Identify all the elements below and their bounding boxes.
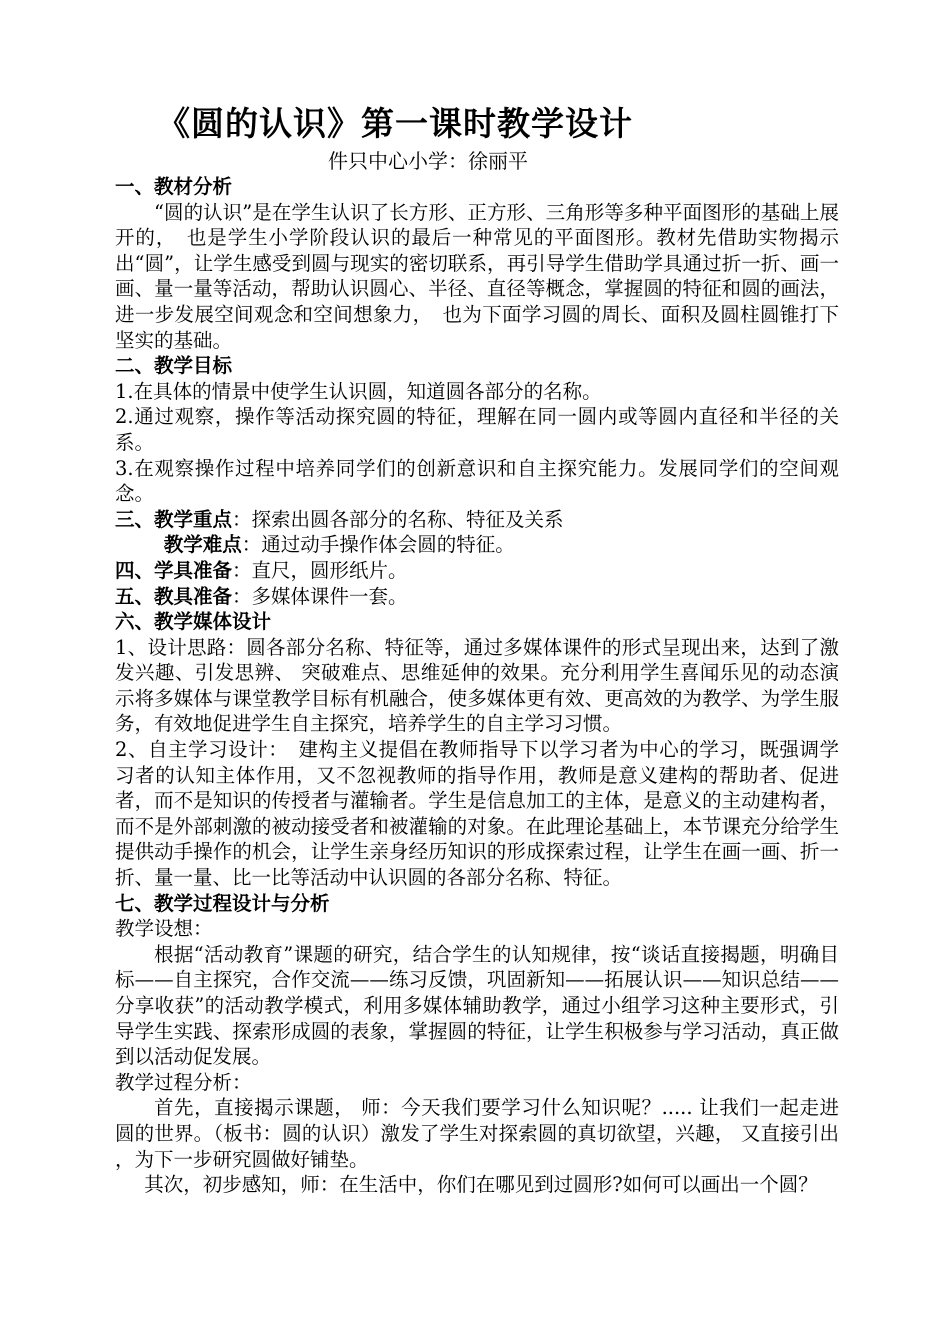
- key-point-text: ：探索出圆各部分的名称、特征及关系: [232, 507, 564, 531]
- student-tools-label: 四、学具准备: [115, 558, 233, 582]
- section-heading-media-design: 六、教学媒体设计: [115, 610, 272, 634]
- student-tools-line: [115, 558, 839, 584]
- document-page: [115, 100, 839, 1198]
- teacher-tools-line: [115, 584, 839, 610]
- document-author: 件只中心小学：徐丽平: [328, 149, 528, 173]
- student-tools-text: ：直尺，圆形纸片。: [232, 558, 408, 582]
- media-design-paragraph-1: 1、设计思路：圆各部分名称、特征等，通过多媒体课件的形式呈现出来，达到了激发兴趣、引发思辨、 突破难点、思维延伸的效果。充分利用学生喜闻乐见的动态演示将多媒体与课堂教学目标有机融合，使多媒体更有效、更高效的为教学、为学生服务，有效地促进学生自主探究，培养学生的自主学习习惯。: [115, 635, 839, 736]
- difficulty-line: [115, 532, 839, 558]
- difficulty-label: 教学难点: [163, 533, 242, 557]
- teaching-idea-label: 教学设想：: [115, 917, 213, 941]
- key-point-line: [115, 507, 839, 533]
- process-analysis-paragraph-1: 首先，直接揭示课题， 师：今天我们要学习什么知识呢？..... 让我们一起走进圆的世界。（板书：圆的认识）激发了学生对探索圆的真切欲望，兴趣， 又直接引出 ，为下一步研究圆做好铺垫。: [115, 1096, 839, 1171]
- teacher-tools-text: ：多媒体课件一套。: [232, 584, 408, 608]
- section-paragraph-textbook-analysis: “圆的认识”是在学生认识了长方形、正方形、三角形等多种平面图形的基础上展开的， 也是学生小学阶段认识的最后一种常见的平面图形。教材先借助实物揭示出“圆”，让学生感受到圆与现实的密切联系，再引导学生借助学具通过折一折、画一画、量一量等活动，帮助认识圆心、半径、直径等概念，掌握圆的特征和圆的画法，进一步发展空间观念和空间想象力， 也为下面学习圆的周长、面积及圆柱圆锥打下坚实的基础。: [115, 200, 839, 352]
- goal-item-2: 2.通过观察，操作等活动探究圆的特征，理解在同一圆内或等圆内直径和半径的关系。: [115, 405, 839, 454]
- teacher-tools-label: 五、教具准备: [115, 584, 233, 608]
- media-design-paragraph-2: 2、自主学习设计： 建构主义提倡在教师指导下以学习者为中心的学习，既强调学习者的认知主体作用，又不忽视教师的指导作用，教师是意义建构的帮助者、促进者，而不是知识的传授者与灌输者。学生是信息加工的主体，是意义的主动建构者，而不是外部刺激的被动接受者和被灌输的对象。在此理论基础上，本节课充分给学生提供动手操作的机会，让学生亲身经历知识的形成探索过程，让学生在画一画、折一折、量一量、比一比等活动中认识圆的各部分名称、特征。: [115, 738, 839, 890]
- process-analysis-label: 教学过程分析：: [115, 1070, 252, 1094]
- section-heading-process-design: 七、教学过程设计与分析: [115, 891, 330, 915]
- goal-item-3: 3.在观察操作过程中培养同学们的创新意识和自主探究能力。发展同学们的空间观念。: [115, 456, 839, 506]
- section-heading-teaching-goals: 二、教学目标: [115, 354, 233, 378]
- key-point-label: 三、教学重点: [115, 507, 233, 531]
- document-title: 《圆的认识》第一课时教学设计: [157, 104, 633, 143]
- goal-item-1: 1.在具体的情景中使学生认识圆，知道圆各部分的名称。: [115, 379, 602, 403]
- difficulty-text: ：通过动手操作体会圆的特征。: [241, 533, 515, 557]
- section-heading-textbook-analysis: 一、教材分析: [115, 175, 233, 198]
- teaching-idea-paragraph: 根据“活动教育”课题的研究，结合学生的认知规律，按“谈话直接揭题，明确目标——自主探究，合作交流——练习反馈，巩固新知——拓展认识——知识总结——分享收获”的活动教学模式，利用多媒体辅助教学，通过小组学习这种主要形式，引导学生实践、探索形成圆的表象，掌握圆的特征，让学生积极参与学习活动，真正做到以活动促发展。: [115, 942, 839, 1069]
- process-analysis-paragraph-2: 其次，初步感知，师：在生活中，你们在哪见到过圆形?如何可以画出一个圆？: [144, 1173, 818, 1197]
